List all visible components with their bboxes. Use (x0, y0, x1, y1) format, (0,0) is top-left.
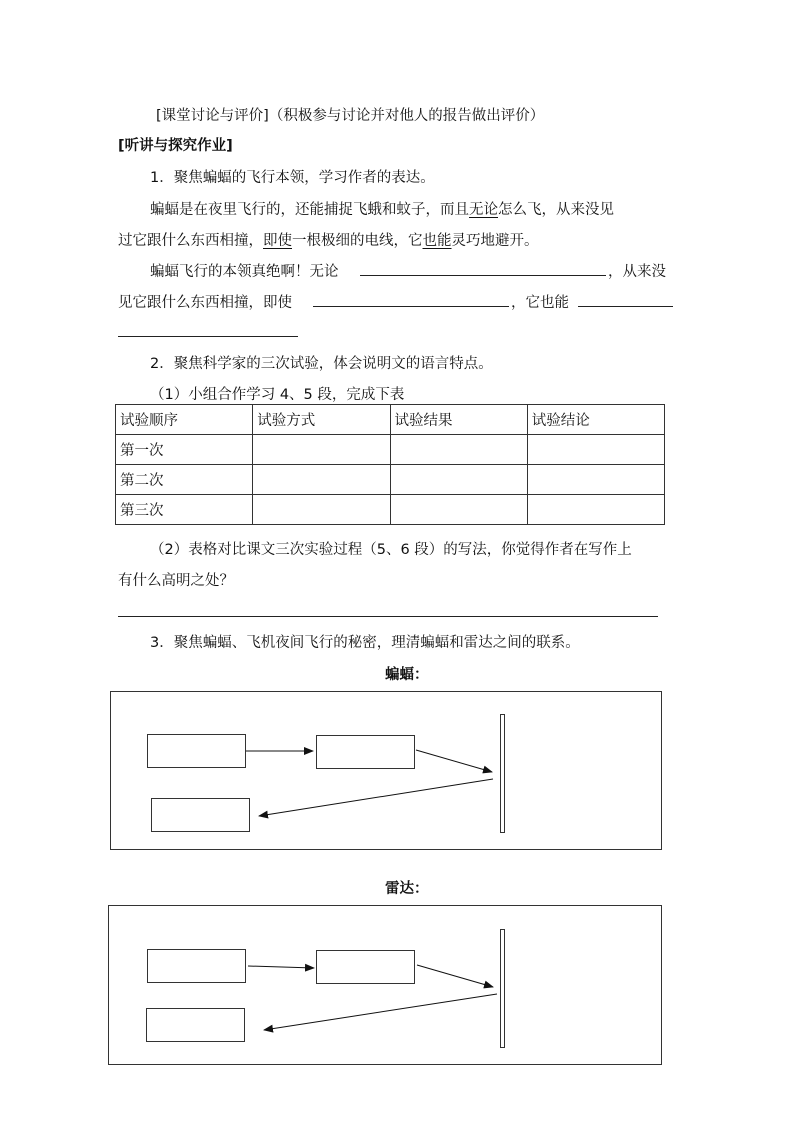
q1-fill-line1-start: 蝙蝠飞行的本领真绝啊！无论 (150, 264, 339, 280)
underlined-word-wulun: 无论 (469, 202, 498, 218)
bat-arrow-3 (259, 779, 493, 816)
radar-arrow-1 (248, 966, 314, 968)
header-cell-result: 试验结果 (390, 405, 527, 435)
header-cell-conclusion: 试验结论 (527, 405, 664, 435)
text-segment: 蝙蝠是在夜里飞行的，还能捕捉飞蛾和蚊子，而且 (150, 202, 469, 218)
bat-diagram-label: 蝙蝠： (385, 667, 429, 683)
q1-title: 1．聚焦蝙蝠的飞行本领，学习作者的表达。 (150, 170, 435, 186)
q2-sub2-line1: （2）表格对比课文三次实验过程（5、6 段）的写法，你觉得作者在写作上 (150, 542, 632, 558)
underlined-word-jishi: 即使 (263, 233, 292, 249)
text-segment: 过它跟什么东西相撞， (118, 233, 263, 249)
q1-fill-line1-end: ，从来没 (608, 264, 666, 280)
text-segment: 怎么飞，从来没见 (498, 202, 614, 218)
row-label-cell: 第三次 (116, 495, 253, 525)
q1-fill-line2-end: ，它也能 (511, 295, 569, 311)
bat-arrow-2 (416, 750, 492, 772)
text-segment: 一根极细的电线，它 (292, 233, 423, 249)
q2-sub1: （1）小组合作学习 4、5 段，完成下表 (150, 387, 405, 403)
q2-sub2-line2: 有什么高明之处？ (118, 573, 234, 589)
header-cell-method: 试验方式 (253, 405, 390, 435)
text-segment: 灵巧地避开。 (451, 233, 539, 249)
q1-fill-line2-start: 见它跟什么东西相撞，即使 (118, 295, 292, 311)
section-heading: [听讲与探究作业] (118, 138, 233, 154)
q3-title: 3．聚焦蝙蝠、飞机夜间飞行的秘密，理清蝙蝠和雷达之间的联系。 (150, 635, 580, 651)
radar-arrow-3 (264, 994, 497, 1030)
header-cell-order: 试验顺序 (116, 405, 253, 435)
radar-diagram-label: 雷达： (385, 881, 429, 897)
row-label-cell: 第二次 (116, 465, 253, 495)
q2-title: 2．聚焦科学家的三次试验，体会说明文的语言特点。 (150, 356, 493, 372)
row-label-cell: 第一次 (116, 435, 253, 465)
intro-line: [课堂讨论与评价]（积极参与讨论并对他人的报告做出评价） (156, 108, 545, 124)
radar-arrow-2 (417, 965, 493, 987)
underlined-word-yeneng: 也能 (422, 233, 452, 249)
